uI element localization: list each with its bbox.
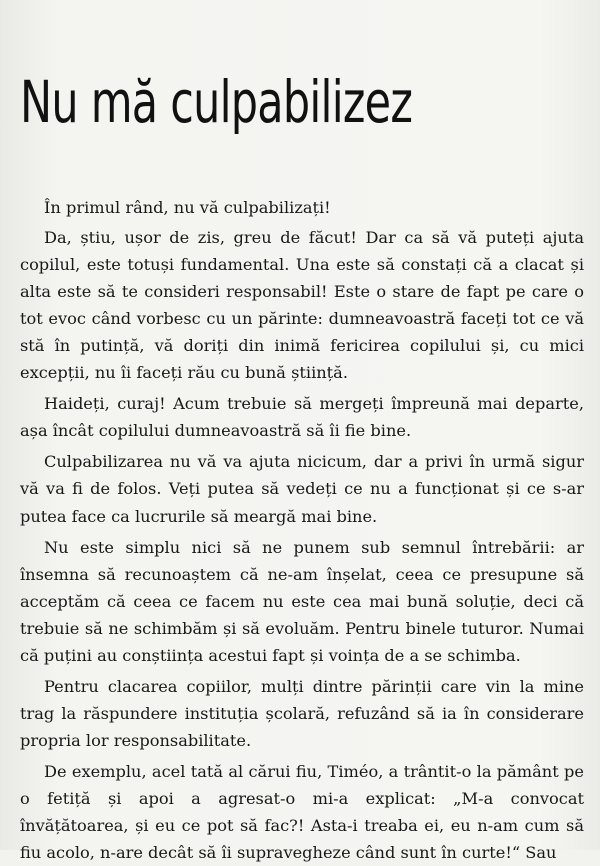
paragraph-2: Da, știu, ușor de zis, greu de făcut! Dar ca să vă puteți ajuta copilul, este totuși fundamental. Una este să constați că a clacat și alta este să te consideri responsabil! Este o stare de fapt pe care o tot evoc când vorbesc cu un părinte: dumneavoastră faceți tot ce vă stă în putință, vă doriți din inimă fericirea copilului și, cu mici excepții, nu îi faceți rău cu bună știință. bbox=[20, 228, 584, 383]
chapter-title: Nu mă culpabilizez bbox=[20, 68, 413, 136]
paragraph-4: Culpabilizarea nu vă va ajuta nicicum, dar a privi în urmă sigur vă va fi de folos. Veți putea să vedeți ce nu a funcționat și ce s-ar putea face ca lucrurile să meargă mai bine. bbox=[20, 452, 584, 526]
paragraph-5: Nu este simplu nici să ne punem sub semnul întrebării: ar însemna să recunoaștem că ne-am înșelat, ceea ce presupune să acceptăm că ceea ce facem nu este cea mai bună soluție, deci că trebuie să ne schimbăm și să evoluăm. Pentru binele tuturor. Numai că puțini au conștiința acestui fapt și voința de a se schimba. bbox=[20, 537, 584, 665]
paragraph-7: De exemplu, acel tată al cărui fiu, Timéo, a trântit-o la pământ pe o fetiță și apoi a agresat-o mi-a explicat: „M-a convocat învățătoarea, și eu ce pot să fac?! Asta-i treaba ei, eu n-am cum să fiu acolo, n-are decât să îi supravegheze când sunt în curte!“ Sau bbox=[20, 761, 584, 863]
paragraph-6: Pentru clacarea copiilor, mulți dintre părinții care vin la mine trag la răspundere instituția școlară, refuzând să ia în considerare propria lor responsabilitate. bbox=[20, 676, 584, 750]
body-text bbox=[20, 194, 584, 866]
paragraph-1: În primul rând, nu vă culpabilizați! bbox=[44, 198, 331, 217]
paragraph-3: Haideți, curaj! Acum trebuie să mergeți împreună mai departe, așa încât copilului dumneavoastră să îi fie bine. bbox=[20, 394, 584, 441]
